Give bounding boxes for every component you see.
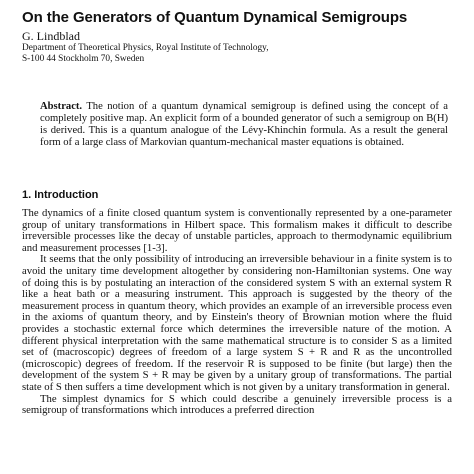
paper-title: On the Generators of Quantum Dynamical Semigroups <box>22 9 408 26</box>
author-affiliation <box>22 43 269 64</box>
abstract-label: Abstract. <box>40 101 83 112</box>
section-heading: 1. Introduction <box>22 189 99 201</box>
author-name: G. Lindblad <box>22 29 80 43</box>
paragraph: The dynamics of a finite closed quantum system is conventionally represented by a one-parameter group of unitary transformations in Hilbert space. This formalism makes it difficult to describe irreversible processes like the decay of unstable particles, approach to thermodynamic equilibrium and measurement processes [1-3]. <box>22 207 452 254</box>
body-text <box>22 208 452 417</box>
abstract <box>40 101 448 149</box>
paragraph: It seems that the only possibility of introducing an irreversible behaviour in a finite system is to avoid the unitary time development altogether by considering non-Hamiltonian systems. One way of doing this is by postulating an interaction of the considered system S with an external system R like a heat bath or a measuring instrument. This approach is suggested by the theory of the measurement process in quantum theory, which provides an example of an irreversible process even in the axioms of quantum theory, and by Einstein's theory of Brownian motion where the fluid provides a stochastic external force which determines the irreversible nature of the motion. A different physical interpretation with the same mathematical structure is to consider S as a limited set of (macroscopic) degrees of freedom of a large system S + R and R as the uncontrolled (microscopic) degrees of freedom. If the reservoir R is supposed to be finite (but large) then the development of the system S + R may be given by a unitary group of transformations. The partial state of S then suffers a time development which is not given by a unitary transformation in general. <box>22 253 452 393</box>
affiliation-line: Department of Theoretical Physics, Royal Institute of Technology, <box>22 43 269 53</box>
abstract-text: The notion of a quantum dynamical semigroup is defined using the concept of a completely positive map. An explicit form of a bounded generator of such a semigroup on B(H) is derived. This is a quantum analogue of the Lévy-Khinchin formula. As a result the general form of a large class of Markovian quantum-mechanical master equations is obtained. <box>40 101 448 148</box>
affiliation-line: S-100 44 Stockholm 70, Sweden <box>22 53 145 64</box>
paragraph: The simplest dynamics for S which could describe a genuinely irreversible process is a semigroup of transformations which introduces a preferred direction <box>22 392 452 417</box>
